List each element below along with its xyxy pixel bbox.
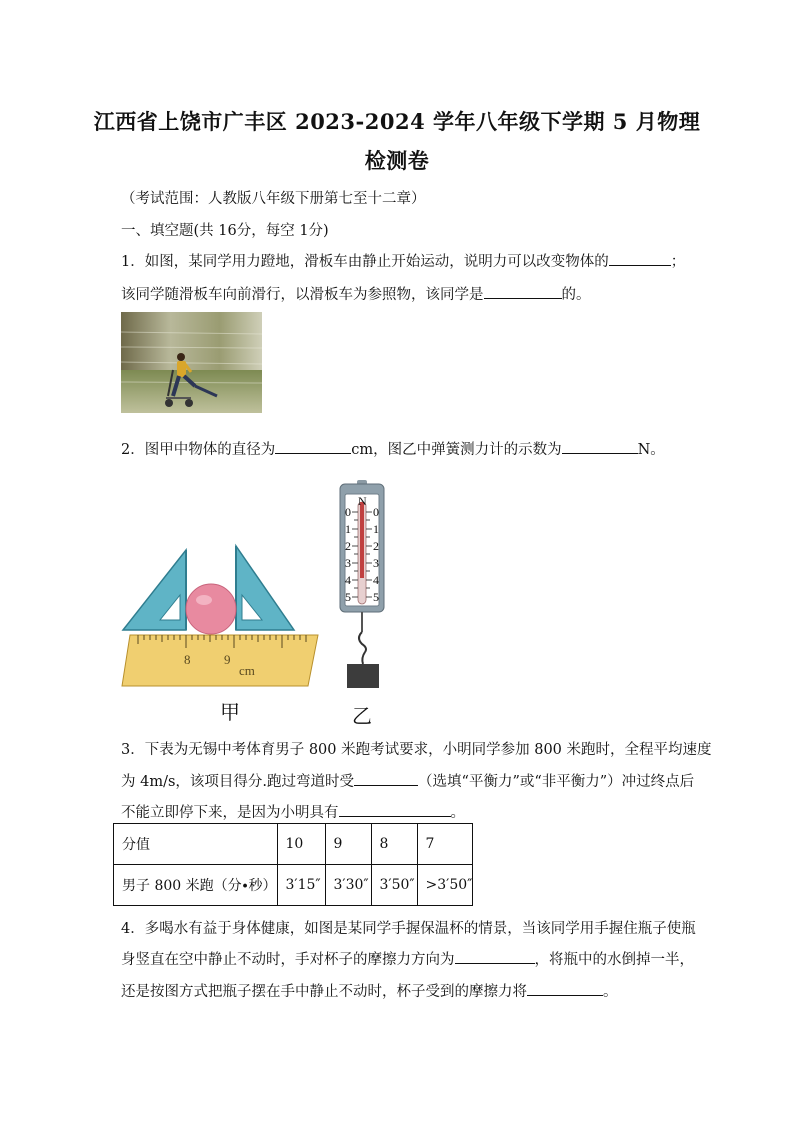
table-cell: 3′30″ <box>325 865 371 906</box>
table-header-cell: 9 <box>325 824 371 865</box>
q1-text-a: 1．如图，某同学用力蹬地，滑板车由静止开始运动，说明力可以改变物体的 <box>121 254 609 270</box>
table-cell: 男子 800 米跑（分∙秒） <box>114 865 278 906</box>
q4-text-b: ，将瓶中的水倒掉一半， <box>534 952 694 968</box>
gauge-left-3: 3 <box>345 556 351 570</box>
table-cell: 3′50″ <box>371 865 417 906</box>
q1-text-b: ； <box>670 254 686 270</box>
exam-title-line2: 检测卷 <box>364 148 430 173</box>
q2-text-c: N。 <box>637 442 665 458</box>
gauge-right-4: 4 <box>373 573 379 587</box>
gauge-right-1: 1 <box>373 522 379 536</box>
q4-line2 <box>121 948 694 969</box>
scooter-photo <box>121 312 262 413</box>
q2-line <box>121 438 665 459</box>
q2-text-b: cm，图乙中弹簧测力计的示数为 <box>351 442 562 458</box>
ruler-unit: cm <box>239 663 255 678</box>
q4-line1: 4．多喝水有益于身体健康，如图是某同学手握保温杯的情景，当该同学用手握住瓶子使瓶 <box>121 921 696 937</box>
table-header-cell: 7 <box>417 824 473 865</box>
q3-line1: 3．下表为无锡中考体育男子 800 米跑考试要求，小明同学参加 800 米跑时，全程平均速度 <box>121 742 712 758</box>
q1-text-c: 该同学随滑板车向前滑行，以滑板车为参照物，该同学是 <box>121 287 484 303</box>
table-header-cell: 10 <box>277 824 325 865</box>
q3-line3 <box>121 801 465 822</box>
q1-text-d: 的。 <box>561 287 591 303</box>
q3-text-c: 不能立即停下来，是因为小明具有 <box>121 805 339 821</box>
label-jia: 甲 <box>220 700 240 724</box>
q4-blank-2 <box>527 981 603 996</box>
table-cell: 3′15″ <box>277 865 325 906</box>
q4-text-d: 。 <box>603 984 618 1000</box>
section-heading: 一、填空题(共 16分，每空 1分) <box>121 223 329 239</box>
q3-text-a: 为 4m/s，该项目得分.跑过弯道时受 <box>121 774 355 790</box>
q3-blank-1 <box>354 771 418 786</box>
q2-blank-2 <box>562 439 638 454</box>
gauge-left-0: 0 <box>345 505 351 519</box>
gauge-unit: N <box>358 494 367 508</box>
gauge-right-3: 3 <box>373 556 379 570</box>
table-header-cell: 分值 <box>114 824 278 865</box>
table-header-cell: 8 <box>371 824 417 865</box>
q3-text-b: （选填“平衡力”或“非平衡力”）冲过终点后 <box>418 774 695 790</box>
q4-blank-1 <box>455 949 535 964</box>
gauge-right-0: 0 <box>373 505 379 519</box>
q3-text-d: 。 <box>450 805 465 821</box>
q1-blank-1 <box>609 251 671 266</box>
ruler-tick-8: 8 <box>184 652 191 667</box>
gauge-left-4: 4 <box>345 573 351 587</box>
table-cell: >3′50″ <box>417 865 473 906</box>
figure-yi-spring-scale <box>332 480 392 692</box>
table-row <box>114 824 473 865</box>
gauge-right-2: 2 <box>373 539 379 553</box>
q3-line2 <box>121 770 694 791</box>
score-table <box>113 823 473 906</box>
gauge-left-2: 2 <box>345 539 351 553</box>
q2-text-a: 2．图甲中物体的直径为 <box>121 442 276 458</box>
q1-blank-2 <box>484 284 562 299</box>
gauge-left-5: 5 <box>345 590 351 604</box>
q4-line3 <box>121 980 618 1001</box>
q3-blank-2 <box>339 802 451 817</box>
ruler-tick-9: 9 <box>224 652 231 667</box>
label-yi: 乙 <box>352 704 372 728</box>
q4-text-a: 身竖直在空中静止不动时，手对杯子的摩擦力方向为 <box>121 952 455 968</box>
table-row <box>114 865 473 906</box>
gauge-left-1: 1 <box>345 522 351 536</box>
q1-line2 <box>121 283 591 304</box>
exam-title-line1: 江西省上饶市广丰区 2023-2024 学年八年级下学期 5 月物理 <box>93 109 701 134</box>
exam-scope: （考试范围：人教版八年级下册第七至十二章） <box>121 191 426 207</box>
figure-jia-ruler <box>118 540 324 690</box>
gauge-right-5: 5 <box>373 590 379 604</box>
q4-text-c: 还是按图方式把瓶子摆在手中静止不动时，杯子受到的摩擦力将 <box>121 984 527 1000</box>
q2-blank-1 <box>275 439 351 454</box>
q1-line1 <box>121 250 685 271</box>
